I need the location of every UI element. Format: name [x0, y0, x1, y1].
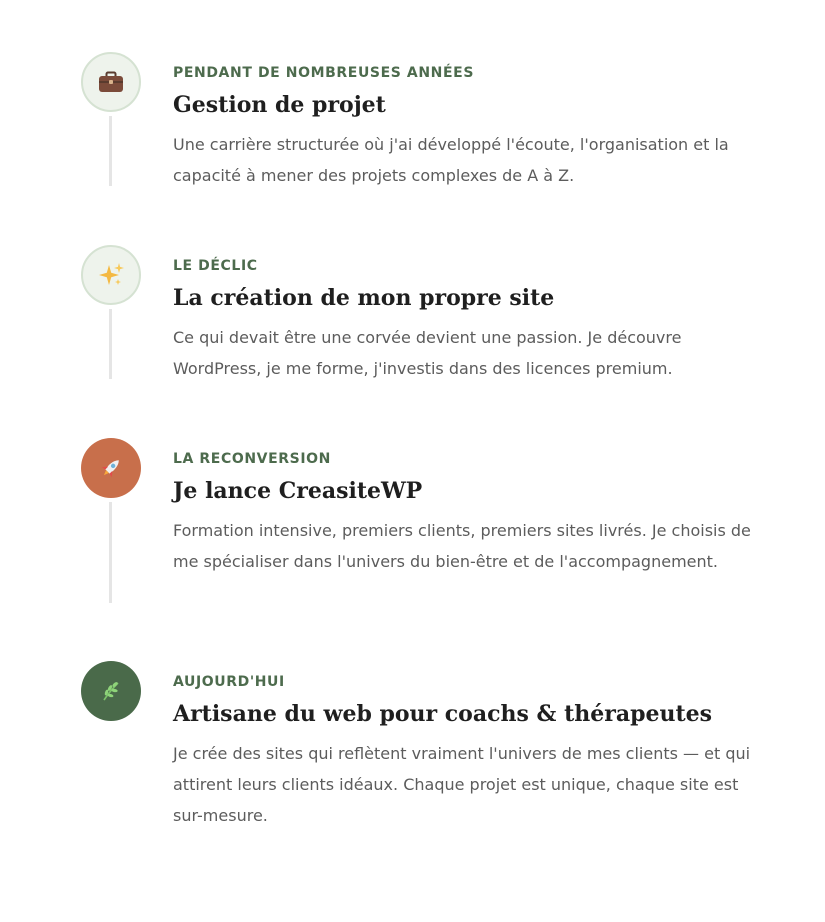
timeline-period: LE DÉCLIC [173, 258, 258, 274]
sparkles-icon [97, 261, 125, 289]
herb-icon [99, 679, 123, 703]
timeline-title: Artisane du web pour coachs & thérapeutes [173, 701, 712, 727]
timeline-period: PENDANT DE NOMBREUSES ANNÉES [173, 65, 475, 81]
briefcase-icon [98, 70, 124, 94]
timeline-period: LA RECONVERSION [173, 451, 331, 467]
timeline-description: Formation intensive, premiers clients, premiers sites livrés. Je choisis de me spécialiser dans l'univers du bien-être et de l'accompagnement. [173, 521, 751, 571]
timeline-connector [109, 309, 112, 379]
timeline-marker [81, 52, 141, 112]
timeline-title: Je lance CreasiteWP [173, 478, 423, 504]
timeline-title: La création de mon propre site [173, 285, 555, 311]
timeline-connector [109, 116, 112, 186]
timeline-marker [81, 661, 141, 721]
timeline-connector [109, 502, 112, 603]
timeline-description: Ce qui devait être une corvée devient une passion. Je découvre WordPress, je me forme, j'investis dans des licences premium. [173, 328, 682, 378]
rocket-icon [99, 456, 123, 480]
timeline-description: Je crée des sites qui reflètent vraiment l'univers de mes clients — et qui attirent leurs clients idéaux. Chaque projet est unique, chaque site est sur-mesure. [173, 744, 751, 825]
timeline-description: Une carrière structurée où j'ai développé l'écoute, l'organisation et la capacité à mener des projets complexes de A à Z. [173, 135, 729, 185]
timeline-title: Gestion de projet [173, 92, 386, 118]
timeline-marker [81, 245, 141, 305]
timeline-period: AUJOURD'HUI [173, 674, 285, 690]
timeline-marker [81, 438, 141, 498]
